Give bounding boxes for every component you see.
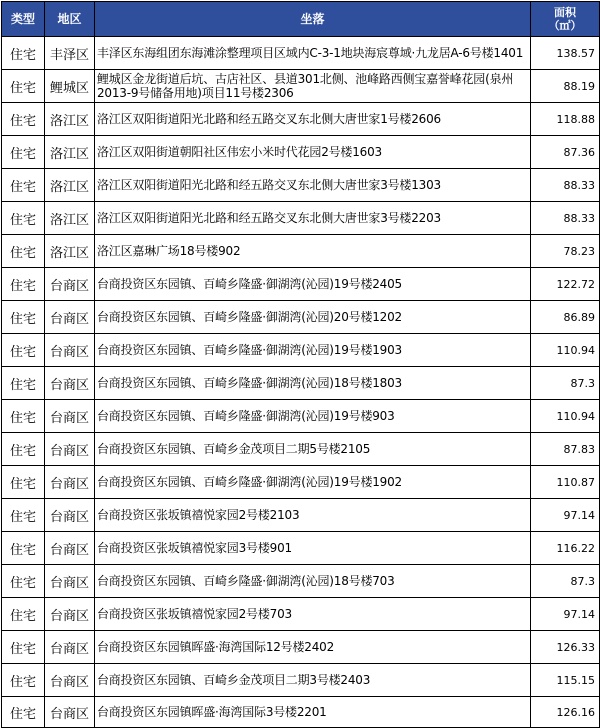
cell-type: 住宅 — [2, 532, 45, 565]
cell-type: 住宅 — [2, 598, 45, 631]
table-row — [2, 136, 600, 169]
cell-location: 台商投资区东园镇、百崎乡隆盛·御湖湾(沁园)20号楼1202 — [95, 301, 531, 334]
cell-area: 110.94 — [531, 334, 600, 367]
cell-type: 住宅 — [2, 202, 45, 235]
table-row — [2, 631, 600, 664]
cell-area: 115.15 — [531, 664, 600, 697]
table-body — [2, 37, 600, 728]
cell-district: 台商区 — [45, 268, 95, 301]
header-area-unit: （㎡） — [548, 19, 582, 32]
table-row — [2, 301, 600, 334]
cell-area: 78.23 — [531, 235, 600, 268]
cell-area: 110.87 — [531, 466, 600, 499]
cell-area: 138.57 — [531, 37, 600, 70]
cell-district: 鲤城区 — [45, 70, 95, 103]
cell-location: 丰泽区东海组团东海滩涂整理项目区域内C-3-1地块海宸尊域·九龙居A-6号楼1401 — [95, 37, 531, 70]
cell-district: 洛江区 — [45, 169, 95, 202]
cell-area: 86.89 — [531, 301, 600, 334]
cell-type: 住宅 — [2, 400, 45, 433]
cell-district: 台商区 — [45, 301, 95, 334]
cell-location: 洛江区双阳街道阳光北路和经五路交叉东北侧大唐世家3号楼2203 — [95, 202, 531, 235]
cell-location: 台商投资区东园镇、百崎乡隆盛·御湖湾(沁园)18号楼703 — [95, 565, 531, 598]
table-row — [2, 169, 600, 202]
cell-location: 台商投资区东园镇、百崎乡金茂项目二期5号楼2105 — [95, 433, 531, 466]
cell-location: 洛江区双阳街道阳光北路和经五路交叉东北侧大唐世家1号楼2606 — [95, 103, 531, 136]
table-row — [2, 400, 600, 433]
table-row — [2, 499, 600, 532]
cell-type: 住宅 — [2, 499, 45, 532]
header-area — [531, 2, 600, 37]
cell-type: 住宅 — [2, 334, 45, 367]
cell-type: 住宅 — [2, 631, 45, 664]
cell-district: 台商区 — [45, 334, 95, 367]
cell-type: 住宅 — [2, 367, 45, 400]
cell-type: 住宅 — [2, 565, 45, 598]
cell-district: 台商区 — [45, 697, 95, 728]
table-row — [2, 334, 600, 367]
cell-location: 台商投资区东园镇、百崎乡金茂项目二期3号楼2403 — [95, 664, 531, 697]
cell-type: 住宅 — [2, 697, 45, 728]
cell-area: 116.22 — [531, 532, 600, 565]
cell-area: 88.33 — [531, 202, 600, 235]
cell-location: 台商投资区东园镇、百崎乡隆盛·御湖湾(沁园)19号楼2405 — [95, 268, 531, 301]
table-row — [2, 433, 600, 466]
table-row — [2, 697, 600, 728]
cell-location: 鲤城区金龙街道后坑、古店社区、县道301北侧、池峰路西侧宝嘉誉峰花园(泉州2013-9号储备用地)项目11号楼2306 — [95, 70, 531, 103]
cell-location: 台商投资区东园镇、百崎乡隆盛·御湖湾(沁园)19号楼1903 — [95, 334, 531, 367]
property-table — [1, 1, 600, 728]
header-location: 坐落 — [95, 2, 531, 37]
table-row — [2, 466, 600, 499]
cell-area: 97.14 — [531, 499, 600, 532]
table-row — [2, 103, 600, 136]
cell-district: 台商区 — [45, 565, 95, 598]
cell-type: 住宅 — [2, 70, 45, 103]
cell-district: 台商区 — [45, 631, 95, 664]
table-row — [2, 70, 600, 103]
cell-district: 洛江区 — [45, 235, 95, 268]
cell-location: 台商投资区东园镇、百崎乡隆盛·御湖湾(沁园)18号楼1803 — [95, 367, 531, 400]
cell-area: 87.3 — [531, 367, 600, 400]
cell-district: 洛江区 — [45, 103, 95, 136]
cell-area: 118.88 — [531, 103, 600, 136]
cell-district: 台商区 — [45, 598, 95, 631]
cell-district: 丰泽区 — [45, 37, 95, 70]
cell-district: 台商区 — [45, 400, 95, 433]
table-row — [2, 37, 600, 70]
cell-type: 住宅 — [2, 136, 45, 169]
cell-area: 87.36 — [531, 136, 600, 169]
cell-type: 住宅 — [2, 103, 45, 136]
table-row — [2, 235, 600, 268]
cell-area: 110.94 — [531, 400, 600, 433]
cell-location: 台商投资区张坂镇禧悦家园2号楼2103 — [95, 499, 531, 532]
header-type: 类型 — [2, 2, 45, 37]
cell-area: 87.3 — [531, 565, 600, 598]
cell-location: 台商投资区张坂镇禧悦家园2号楼703 — [95, 598, 531, 631]
cell-location: 台商投资区东园镇晖盛·海湾国际3号楼2201 — [95, 697, 531, 728]
cell-location: 台商投资区东园镇、百崎乡隆盛·御湖湾(沁园)19号楼903 — [95, 400, 531, 433]
header-row — [2, 2, 600, 37]
cell-type: 住宅 — [2, 301, 45, 334]
cell-area: 88.33 — [531, 169, 600, 202]
cell-location: 台商投资区张坂镇禧悦家园3号楼901 — [95, 532, 531, 565]
cell-type: 住宅 — [2, 466, 45, 499]
cell-district: 台商区 — [45, 499, 95, 532]
cell-district: 洛江区 — [45, 136, 95, 169]
header-area-label: 面积 — [554, 6, 576, 19]
cell-type: 住宅 — [2, 664, 45, 697]
table-row — [2, 598, 600, 631]
cell-area: 126.16 — [531, 697, 600, 728]
table-row — [2, 664, 600, 697]
cell-type: 住宅 — [2, 433, 45, 466]
cell-location: 洛江区双阳街道朝阳社区伟宏小米时代花园2号楼1603 — [95, 136, 531, 169]
cell-district: 台商区 — [45, 532, 95, 565]
table-row — [2, 532, 600, 565]
table-row — [2, 367, 600, 400]
table-row — [2, 202, 600, 235]
table-row — [2, 565, 600, 598]
cell-location: 洛江区嘉琳广场18号楼902 — [95, 235, 531, 268]
cell-district: 台商区 — [45, 367, 95, 400]
cell-area: 88.19 — [531, 70, 600, 103]
cell-area: 122.72 — [531, 268, 600, 301]
cell-district: 台商区 — [45, 466, 95, 499]
cell-district: 洛江区 — [45, 202, 95, 235]
table-row — [2, 268, 600, 301]
cell-area: 126.33 — [531, 631, 600, 664]
cell-district: 台商区 — [45, 433, 95, 466]
cell-type: 住宅 — [2, 268, 45, 301]
cell-district: 台商区 — [45, 664, 95, 697]
cell-type: 住宅 — [2, 37, 45, 70]
cell-location: 洛江区双阳街道阳光北路和经五路交叉东北侧大唐世家3号楼1303 — [95, 169, 531, 202]
cell-type: 住宅 — [2, 169, 45, 202]
cell-location: 台商投资区东园镇、百崎乡隆盛·御湖湾(沁园)19号楼1902 — [95, 466, 531, 499]
cell-type: 住宅 — [2, 235, 45, 268]
header-district: 地区 — [45, 2, 95, 37]
cell-area: 97.14 — [531, 598, 600, 631]
cell-area: 87.83 — [531, 433, 600, 466]
cell-location: 台商投资区东园镇晖盛·海湾国际12号楼2402 — [95, 631, 531, 664]
